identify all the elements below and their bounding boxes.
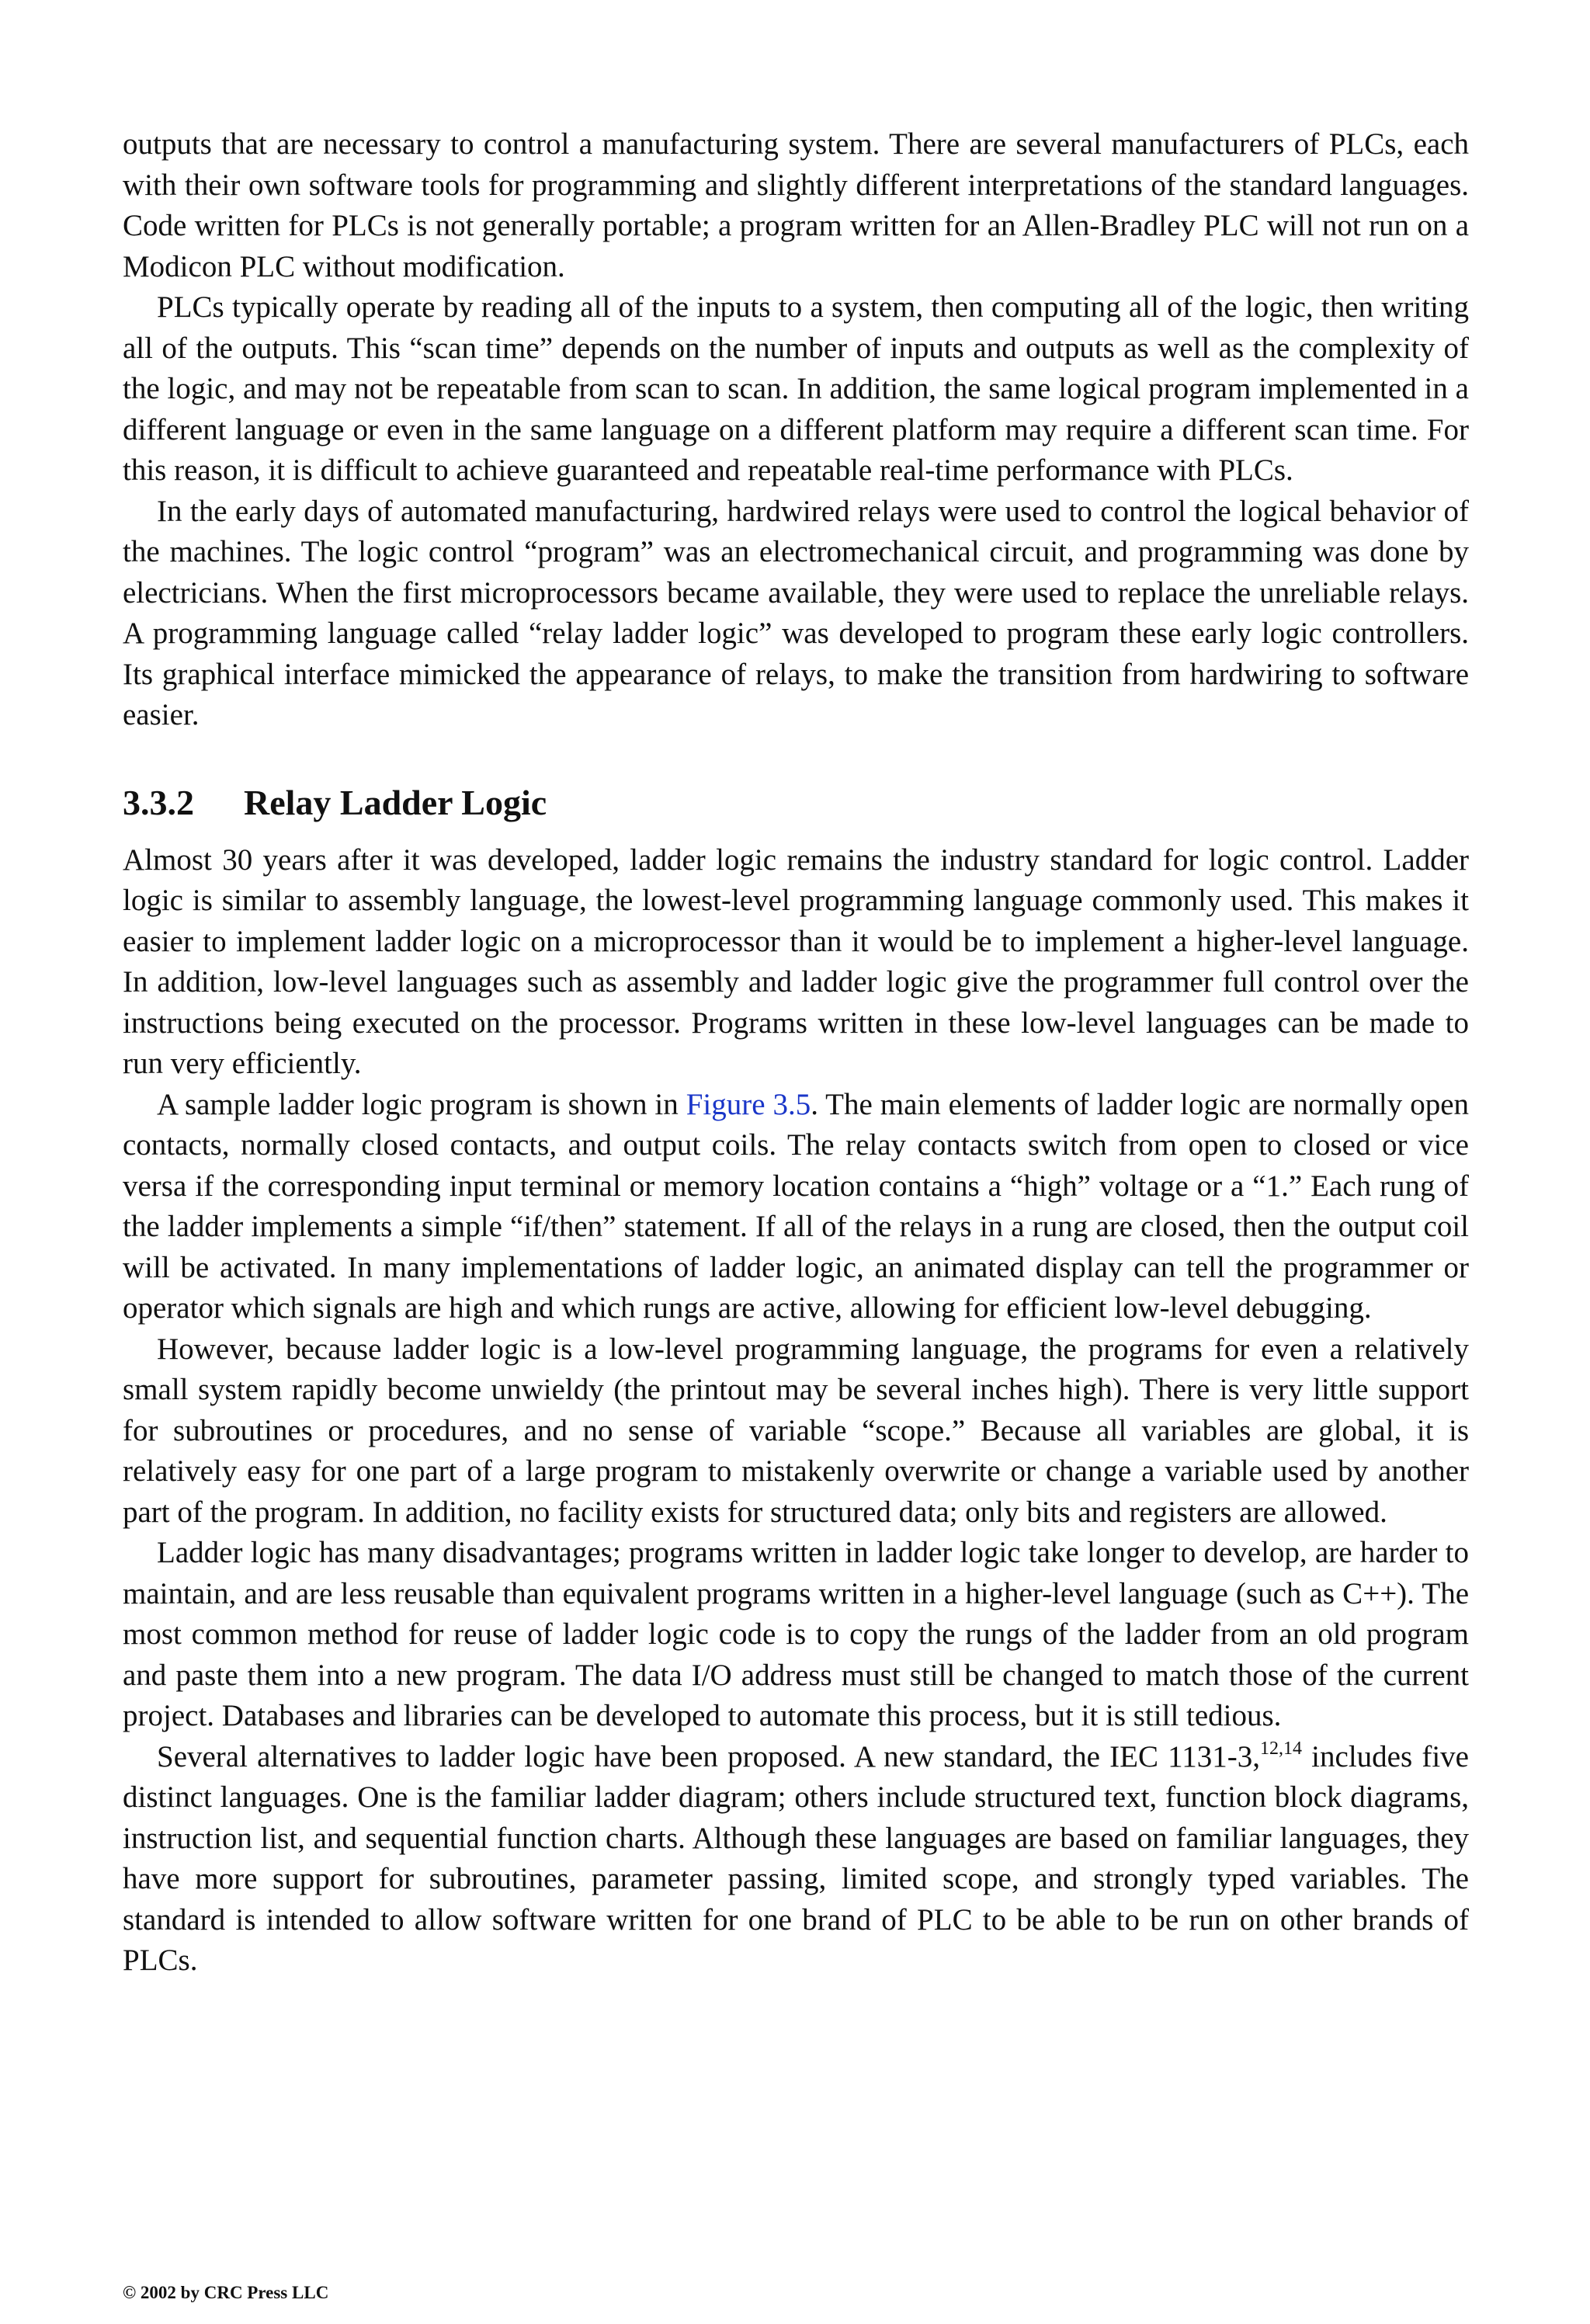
page-body xyxy=(123,124,1469,1982)
paragraph-ladder-low-level: However, because ladder logic is a low-level programming language, the programs for even a relatively small system rapidly become unwieldy (the printout may be several inches high). There is very little support for subroutines or procedures, and no sense of variable “scope.” Because all variables are global, it is relatively easy for one part of a large program to mistakenly overwrite or change a variable used by another part of the program. In addition, no facility exists for structured data; only bits and registers are allowed. xyxy=(123,1332,1469,1529)
reference-superscript[interactable]: 12,14 xyxy=(1259,1738,1302,1759)
text-segment: includes five distinct languages. One is the familiar ladder diagram; others include structured text, function block diagrams, instruction list, and sequential function charts. Although these languages are based on familiar languages, they have more support for subroutines, parameter passing, limited scope, and strongly typed variables. The standard is intended to allow software written for one brand of PLC to be able to be run on other brands of PLCs. xyxy=(123,1739,1469,1977)
copyright-footer: © 2002 by CRC Press LLC xyxy=(123,2283,329,2302)
figure-3-5-link[interactable]: Figure 3.5 xyxy=(686,1087,811,1121)
section-heading xyxy=(123,781,1469,825)
paragraph-ladder-elements xyxy=(123,1085,1469,1329)
text-segment: A sample ladder logic program is shown in xyxy=(157,1087,686,1121)
text-segment: Several alternatives to ladder logic have been proposed. A new standard, the IEC 1131-3, xyxy=(157,1739,1260,1773)
text-segment: . The main elements of ladder logic are normally open contacts, normally closed contacts, and output coils. The relay contacts switch from open to closed or vice versa if the corresponding input terminal or memory location contains a “high” voltage or a “1.” Each rung of the ladder implements a simple “if/then” statement. If all of the relays in a rung are closed, then the output coil will be activated. In many implementations of ladder logic, an animated display can tell the programmer or operator which signals are high and which rungs are active, allowing for efficient low-level debugging. xyxy=(123,1087,1470,1325)
paragraph-plc-portability: outputs that are necessary to control a manufacturing system. There are several manufacturers of PLCs, each with their own software tools for programming and slightly different interpretations of the standard languages. Code written for PLCs is not generally portable; a program written for an Allen-Bradley PLC will not run on a Modicon PLC without modification. xyxy=(123,127,1469,283)
paragraph-hardwired-relays: In the early days of automated manufacturing, hardwired relays were used to control the logical behavior of the machines. The logic control “program” was an electromechanical circuit, and programming was done by electricians. When the first microprocessors became available, they were used to replace the unreliable relays. A programming language called “relay ladder logic” was developed to program these early logic controllers. Its graphical interface mimicked the appearance of relays, to make the transition from hardwiring to software easier. xyxy=(123,494,1469,731)
paragraph-scan-time: PLCs typically operate by reading all of the inputs to a system, then computing all of the logic, then writing all of the outputs. This “scan time” depends on the number of inputs and outputs as well as the complexity of the logic, and may not be repeatable from scan to scan. In addition, the same logical program implemented in a different language or even in the same language on a different platform may require a different scan time. For this reason, it is difficult to achieve guaranteed and repeatable real-time performance with PLCs. xyxy=(123,290,1469,487)
paragraph-ladder-standard: Almost 30 years after it was developed, ladder logic remains the industry standard for logic control. Ladder logic is similar to assembly language, the lowest-level programming language commonly used. This makes it easier to implement ladder logic on a microprocessor than it would be to implement a higher-level language. In addition, low-level languages such as assembly and ladder logic give the programmer full control over the instructions being executed on the processor. Programs written in these low-level languages can be made to run very efficiently. xyxy=(123,842,1469,1080)
paragraph-iec-standard xyxy=(123,1737,1469,1982)
section-number: 3.3.2 xyxy=(123,782,194,822)
paragraph-ladder-disadvantages: Ladder logic has many disadvantages; programs written in ladder logic take longer to develop, are harder to maintain, and are less reusable than equivalent programs written in a higher-level language (such as C++). The most common method for reuse of ladder logic code is to copy the rungs of the ladder from an old program and paste them into a new program. The data I/O address must still be changed to match those of the current project. Databases and libraries can be developed to automate this process, but it is still tedious. xyxy=(123,1536,1469,1732)
section-title: Relay Ladder Logic xyxy=(244,782,547,822)
